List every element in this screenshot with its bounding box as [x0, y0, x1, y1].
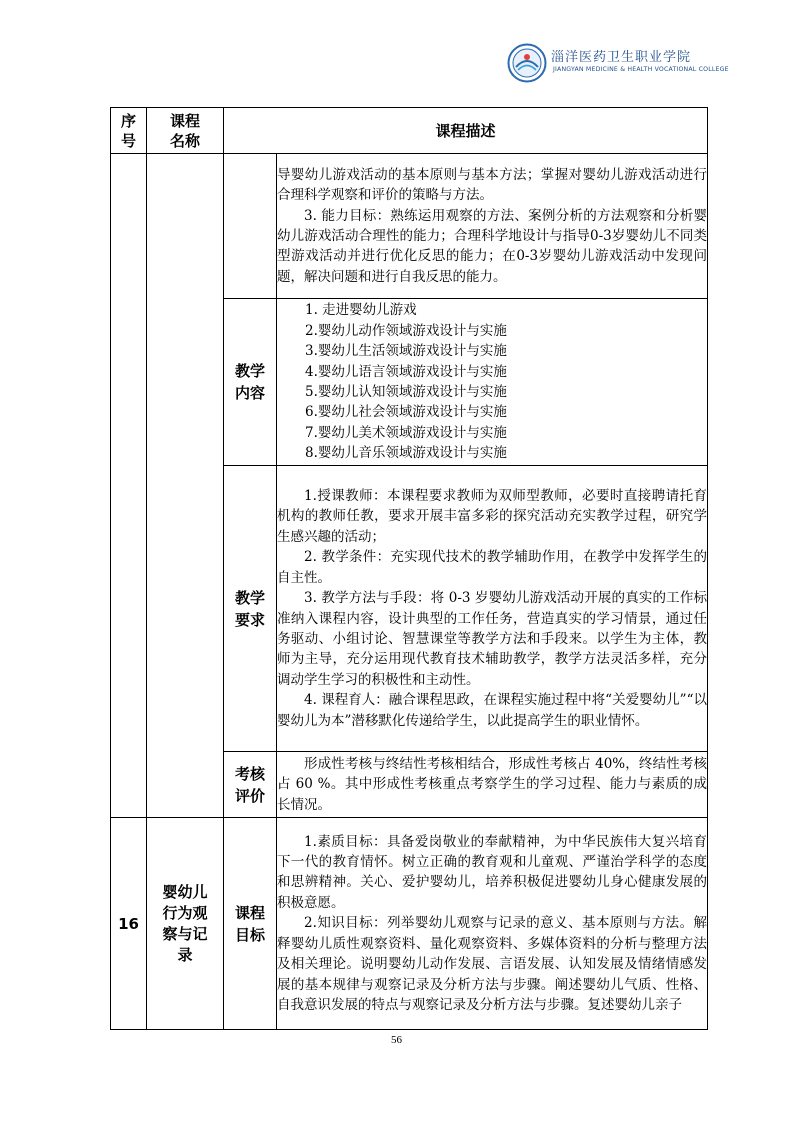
goal-continued-row [111, 154, 708, 299]
goal-continued-para-2: 3. 能力目标：熟练运用观察的方法、案例分析的方法观察和分析婴幼儿游戏活动合理性的能力；合理科学地设计与指导0-3岁婴幼儿不同类型游戏活动并进行优化反思的能力；在0-3岁婴幼儿游戏活动中发现问题，解决问题和进行自我反思的能力。 [277, 207, 708, 285]
header-name-text: 课程名称 [169, 111, 200, 150]
goal-para-1: 1.素质目标：具备爱岗敬业的奉献精神，为中华民族伟大复兴培育下一代的教育情怀。树立正确的教育观和儿童观、严谨治学科学的态度和思辨精神。关心、爱护婴幼儿，培养积极促进婴幼儿身心健康发展的积极意愿。 [277, 833, 708, 911]
course-table [110, 107, 708, 1030]
assessment-text: 形成性考核与终结性考核相结合，形成性考核占 40%，终结性考核占 60 %。其中形成性考核重点考察学生的学习过程、能力与素质的成长情况。 [277, 755, 708, 813]
header-name [147, 108, 224, 154]
seq-cell-empty [111, 154, 147, 818]
goal-continued-para-1: 导婴幼儿游戏活动的基本原则与基本方法；掌握对婴幼儿游戏活动进行合理科学观察和评价的策略与方法。 [277, 166, 708, 204]
requirement-para-4: 4. 课程育人：融合课程思政，在课程实施过程中将“关爱婴幼儿”“以婴幼儿为本”潜移默化传递给学生，以此提高学生的职业情怀。 [277, 692, 708, 729]
header-logo [507, 43, 737, 85]
school-emblem-icon [507, 43, 547, 83]
header-row [111, 108, 708, 154]
content-item: 1. 走进婴幼儿游戏 [305, 302, 417, 319]
goal-para-2: 2.知识目标：列举婴幼儿观察与记录的意义、基本原则与方法。解释婴幼儿质性观察资料、量化观察资料、多媒体资料的分析与整理方法及相关理论。说明婴幼儿动作发展、言语发展、认知发展及情绪情感发展的基本规律与观察记录及分析方法与步骤。阐述婴幼儿气质、性格、自我意识发展的特点与观察记录及分析方法与步骤。复述婴幼儿亲子 [277, 915, 708, 1013]
goal-label [224, 818, 277, 1030]
content-desc [277, 299, 708, 466]
header-seq [111, 108, 147, 154]
page-number: 56 [391, 1034, 402, 1046]
requirement-desc [277, 466, 708, 752]
content-item: 3.婴幼儿生活领域游戏设计与实施 [305, 343, 507, 360]
content-item: 6.婴幼儿社会领域游戏设计与实施 [305, 404, 507, 421]
header-seq-text: 序号 [120, 111, 136, 150]
assessment-label [224, 752, 277, 818]
course-name-cell [147, 818, 224, 1030]
content-item: 8.婴幼儿音乐领域游戏设计与实施 [305, 445, 507, 462]
header-desc: 课程描述 [224, 108, 708, 154]
assessment-label-text: 考核评价 [234, 764, 265, 805]
requirement-label-text: 教学要求 [234, 588, 265, 629]
goal-continued-desc [277, 154, 708, 299]
assessment-desc [277, 752, 708, 818]
requirement-label [224, 466, 277, 752]
content-item: 5.婴幼儿认知领域游戏设计与实施 [305, 384, 507, 400]
course-16-row [111, 818, 708, 1030]
requirement-para-3: 3. 教学方法与手段：将 0-3 岁婴幼儿游戏活动开展的真实的工作标准纳入课程内容，设计典型的工作任务，营造真实的学习情景，通过任务驱动、小组讨论、智慧课堂等教学方法和手段来。以学生为主体，教师为主导，充分运用现代教育技术辅助教学，教学方法灵活多样，充分调动学生学习的积极性和主动性。 [277, 590, 708, 688]
name-cell-empty [147, 154, 224, 818]
course-name-text: 婴幼儿行为观察与记录 [162, 882, 208, 964]
content-item: 4.婴幼儿语言领域游戏设计与实施 [305, 363, 507, 380]
content-label-text: 教学内容 [234, 362, 265, 402]
content-label [224, 299, 277, 466]
seq-cell: 16 [111, 818, 147, 1030]
school-english-name: JIANGYAN MEDICINE & HEALTH VOCATIONAL COLLEGE [553, 66, 729, 73]
goal-label-text: 课程目标 [234, 903, 265, 944]
category-cell-empty [224, 154, 277, 299]
content-item: 2.婴幼儿动作领域游戏设计与实施 [305, 322, 507, 339]
requirement-para-1: 1.授课教师：本课程要求教师为双师型教师，必要时直接聘请托育机构的教师任教，要求开展丰富多彩的探究活动充实教学过程，研究学生感兴趣的活动； [277, 488, 708, 545]
goal-desc [277, 818, 708, 1030]
school-name: 淄洋医药卫生职业学院 [551, 50, 692, 65]
requirement-para-2: 2. 教学条件：充实现代技术的教学辅助作用，在教学中发挥学生的自主性。 [277, 549, 708, 586]
content-item: 7.婴幼儿美术领域游戏设计与实施 [305, 424, 507, 441]
